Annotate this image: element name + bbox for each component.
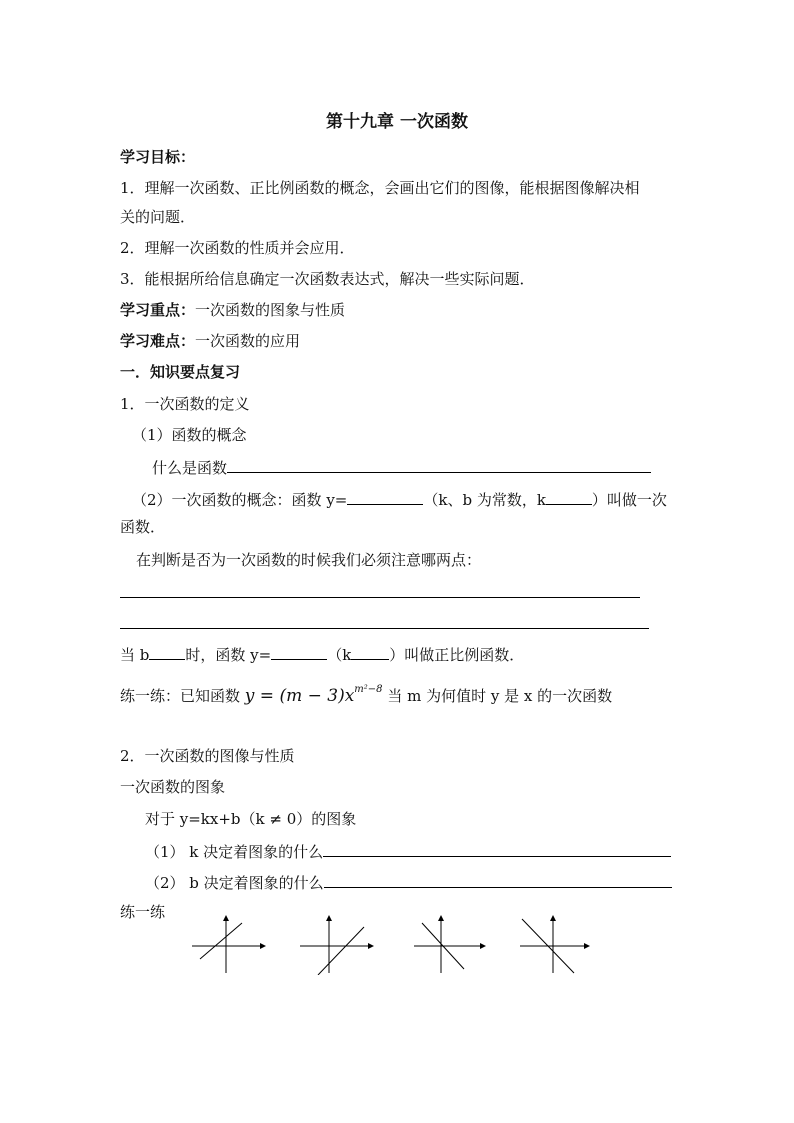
practice-1-line [120,680,612,706]
question-k-text: （1） k 决定着图象的什么 [145,843,324,861]
key-point-label: 学习重点： [120,301,196,319]
difficulty-text: 一次函数的应用 [195,332,301,350]
graph-3-x-arrow [480,943,486,949]
graph-3 [412,913,492,975]
objective-1-line-2: 关的问题． [120,208,196,226]
page-title: 第十九章 一次函数 [326,112,468,132]
definition-line-2: 函数． [120,518,166,536]
objective-3: 3．能根据所给信息确定一次函数表达式，解决一些实际问题． [120,270,535,288]
answer-line-2[interactable] [120,628,649,629]
formula-exponent: m²−8 [354,684,383,695]
definition-heading: 1．一次函数的定义 [120,395,250,413]
section-2-heading: 2．一次函数的图像与性质 [120,747,295,765]
section-1-heading: 一．知识要点复习 [120,363,241,381]
proportional-text-4: ）叫做正比例函数． [389,646,525,664]
practice-1-tail: 当 m 为何值时 y 是 x 的一次函数 [387,687,613,705]
key-point-text: 一次函数的图象与性质 [195,301,346,319]
proportional-definition-line [120,643,524,665]
practice-1-label: 练一练：已知函数 [120,687,241,705]
answer-line-1[interactable] [120,597,640,598]
k-condition-blank[interactable] [546,488,592,505]
practice-2-label: 练一练 [120,903,166,921]
function-definition-blank[interactable] [227,456,651,473]
key-point [120,300,345,320]
linear-definition-line [132,488,667,510]
graph-4-x-arrow [584,943,590,949]
graph-2-y-arrow [326,915,332,921]
graph-1-y-arrow [223,915,229,921]
b-answer-blank[interactable] [324,871,672,888]
graph-1-line [200,923,242,959]
question-b-text: （2） b 决定着图象的什么 [145,874,324,892]
proportional-text-3: （k [327,646,352,664]
graph-4-y-arrow [550,915,556,921]
for-line: 对于 y=kx+b（k ≠ 0）的图象 [145,810,357,828]
graph-4 [518,913,598,975]
graph-2-line [318,927,364,975]
proportional-text-1: 当 b [120,646,150,664]
graph-2-x-arrow [368,943,374,949]
difficulty-label: 学习难点： [120,332,196,350]
b-condition-blank[interactable] [149,643,185,660]
what-is-function [152,456,651,478]
objective-2: 2．理解一次函数的性质并会应用． [120,239,355,257]
function-concept-heading: （1）函数的概念 [132,426,247,444]
graph-1 [188,913,268,975]
proportional-expression-blank[interactable] [271,643,327,660]
judge-question: 在判断是否为一次函数的时候我们必须注意哪两点： [136,551,482,569]
graph-2 [296,913,376,975]
objectives-heading: 学习目标： [120,148,196,166]
question-b-line [145,871,672,893]
linear-expression-blank[interactable] [347,488,423,505]
k-answer-blank[interactable] [323,840,671,857]
graph-heading: 一次函数的图象 [120,778,226,796]
definition-text-1: （2）一次函数的概念：函数 y= [132,491,348,509]
graph-3-y-arrow [438,915,444,921]
objective-1-line-1: 1．理解一次函数、正比例函数的概念，会画出它们的图像，能根据图像解决相 [120,179,640,197]
proportional-k-blank[interactable] [351,643,389,660]
definition-text-3: ）叫做一次 [591,491,667,509]
what-is-function-label: 什么是函数 [152,459,228,477]
graph-1-x-arrow [260,943,266,949]
question-k-line [145,840,671,862]
formula-main: y = (m − 3)x [244,686,355,706]
proportional-text-2: 时，函数 y= [185,646,272,664]
difficulty [120,331,300,351]
definition-text-2: （k、b 为常数，k [423,491,546,509]
